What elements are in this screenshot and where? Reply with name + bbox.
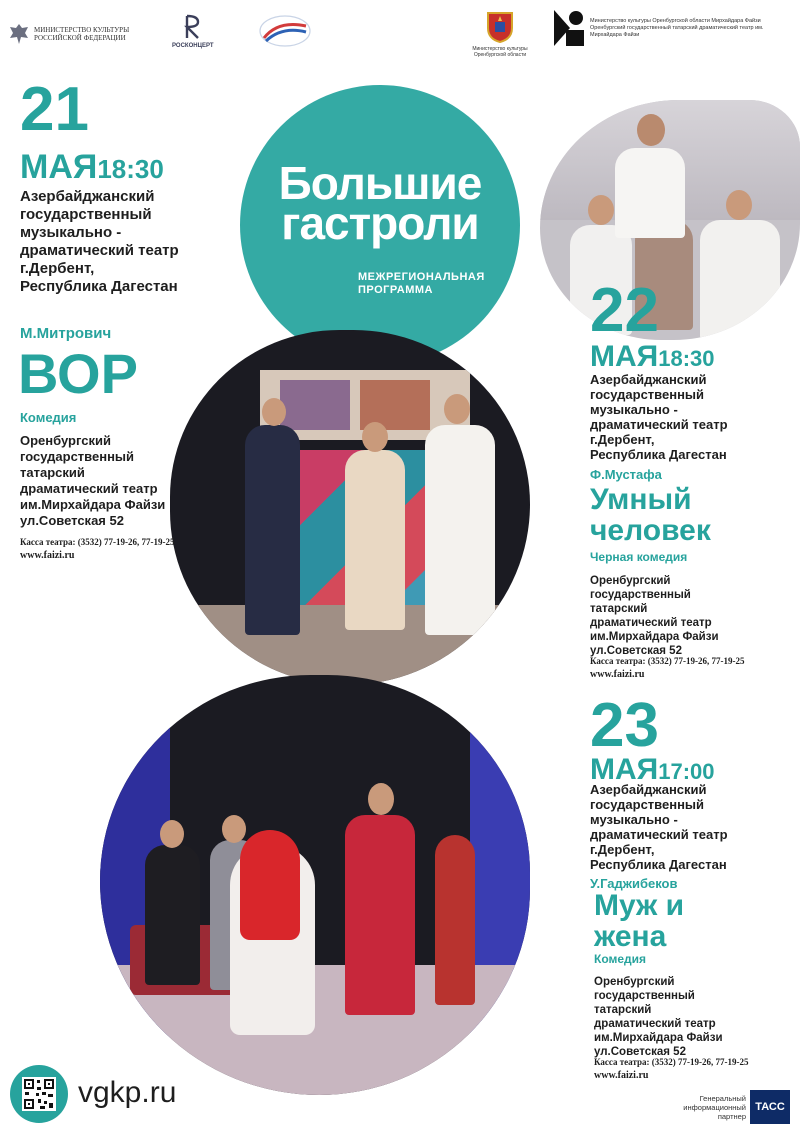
ministry-label: МИНИСТЕРСТВО КУЛЬТУРЫ РОССИЙСКОЙ ФЕДЕРАЦИИ [34,26,130,42]
event-22-venue: Оренбургский государственный татарский драматический театр им.Мирхайдара Файзи ул.Советская 52 [590,575,719,657]
event-22-day: 22 [590,276,659,345]
event-21-genre: Комедия [20,410,77,425]
event-21-venue: Оренбургский государственный татарский драматический театр им.Мирхайдара Файзи ул.Советская 52 [20,433,166,528]
scene-photo-2 [170,330,530,685]
program-title-line1: Большие [278,157,482,209]
rosconcert-label: РОСКОНЦЕРТ [172,43,214,49]
event-22-play-title: Умный человек [590,483,711,547]
region-crest-icon [485,10,515,44]
rosconcert-logo [172,14,214,49]
program-subtitle [358,271,485,297]
event-23-time: 17:00 [658,759,715,784]
scene-photo-3 [100,675,530,1095]
event-23-author: У.Гаджибеков [590,876,678,891]
event-21-cashbox: Касса театра: (3532) 77-19-26, 77-19-25 [20,537,175,547]
event-21-site[interactable]: www.faizi.ru [20,550,75,561]
event-23-month: МАЯ [590,753,659,786]
event-22-troupe: Азербайджанский государственный музыкально - драматический театр г.Дербент, Республика Дагестан [590,372,728,462]
info-partner-label: Генеральный информационный партнер [683,1094,746,1121]
event-22-cashbox: Касса театра: (3532) 77-19-26, 77-19-25 [590,656,745,666]
tass-logo-text: ТАСС [755,1101,785,1113]
partner-logo [552,8,790,48]
region-logo [470,10,530,58]
event-21-author: М.Митрович [20,325,112,342]
event-22-author: Ф.Мустафа [590,467,662,482]
program-subtitle-line1: МЕЖРЕГИОНАЛЬНАЯ [358,271,485,283]
program-title-circle [240,85,520,365]
region-label: Министерство культуры Оренбургской области [472,46,528,58]
partner-label: Министерство культуры Оренбургской области Мирхайдара Файзи Оренбургский государственный татарский драматический театр им. Мирхайдара Файзи [590,17,764,38]
event-21-play-title: ВОР [18,342,138,405]
event-22-genre: Черная комедия [590,550,688,564]
ministry-logo [8,22,134,46]
event-22-site[interactable]: www.faizi.ru [590,669,645,680]
event-23-genre: Комедия [594,952,647,966]
event-23-day: 23 [590,691,659,760]
eagle-emblem-icon [8,22,30,46]
footer-website[interactable]: vgkp.ru [78,1076,177,1109]
event-22-month: МАЯ [590,340,659,373]
tass-logo [750,1090,790,1124]
event-23-venue: Оренбургский государственный татарский драматический театр им.Мирхайдара Файзи ул.Советская 52 [594,976,723,1058]
event-23-troupe: Азербайджанский государственный музыкально - драматический театр г.Дербент, Республика Дагестан [590,782,728,872]
program-title [240,157,520,249]
event-23-site[interactable]: www.faizi.ru [594,1070,649,1081]
event-22-time: 18:30 [658,346,715,371]
event-21-month: МАЯ [20,148,98,186]
event-21-datetime [20,150,164,185]
event-23-cashbox: Касса театра: (3532) 77-19-26, 77-19-25 [594,1057,749,1067]
event-21-time: 18:30 [97,154,164,184]
rosconcert-mark-icon [184,14,202,40]
scene-photo-1 [540,100,800,345]
festival-logo [258,14,312,48]
qr-code-badge[interactable] [10,1065,68,1123]
program-title-line2: гастроли [281,197,479,249]
program-subtitle-line2: ПРОГРАММА [358,284,433,296]
event-21-troupe: Азербайджанский государственный музыкально - драматический театр г.Дербент, Республика Дагестан [20,188,179,295]
event-21-day: 21 [20,75,89,144]
event-23-play-title: Муж и жена [594,889,685,953]
festival-ribbon-icon [258,14,312,48]
partner-mark-icon [552,8,586,48]
qr-code-icon [22,1077,56,1111]
event-22-datetime [590,340,715,374]
